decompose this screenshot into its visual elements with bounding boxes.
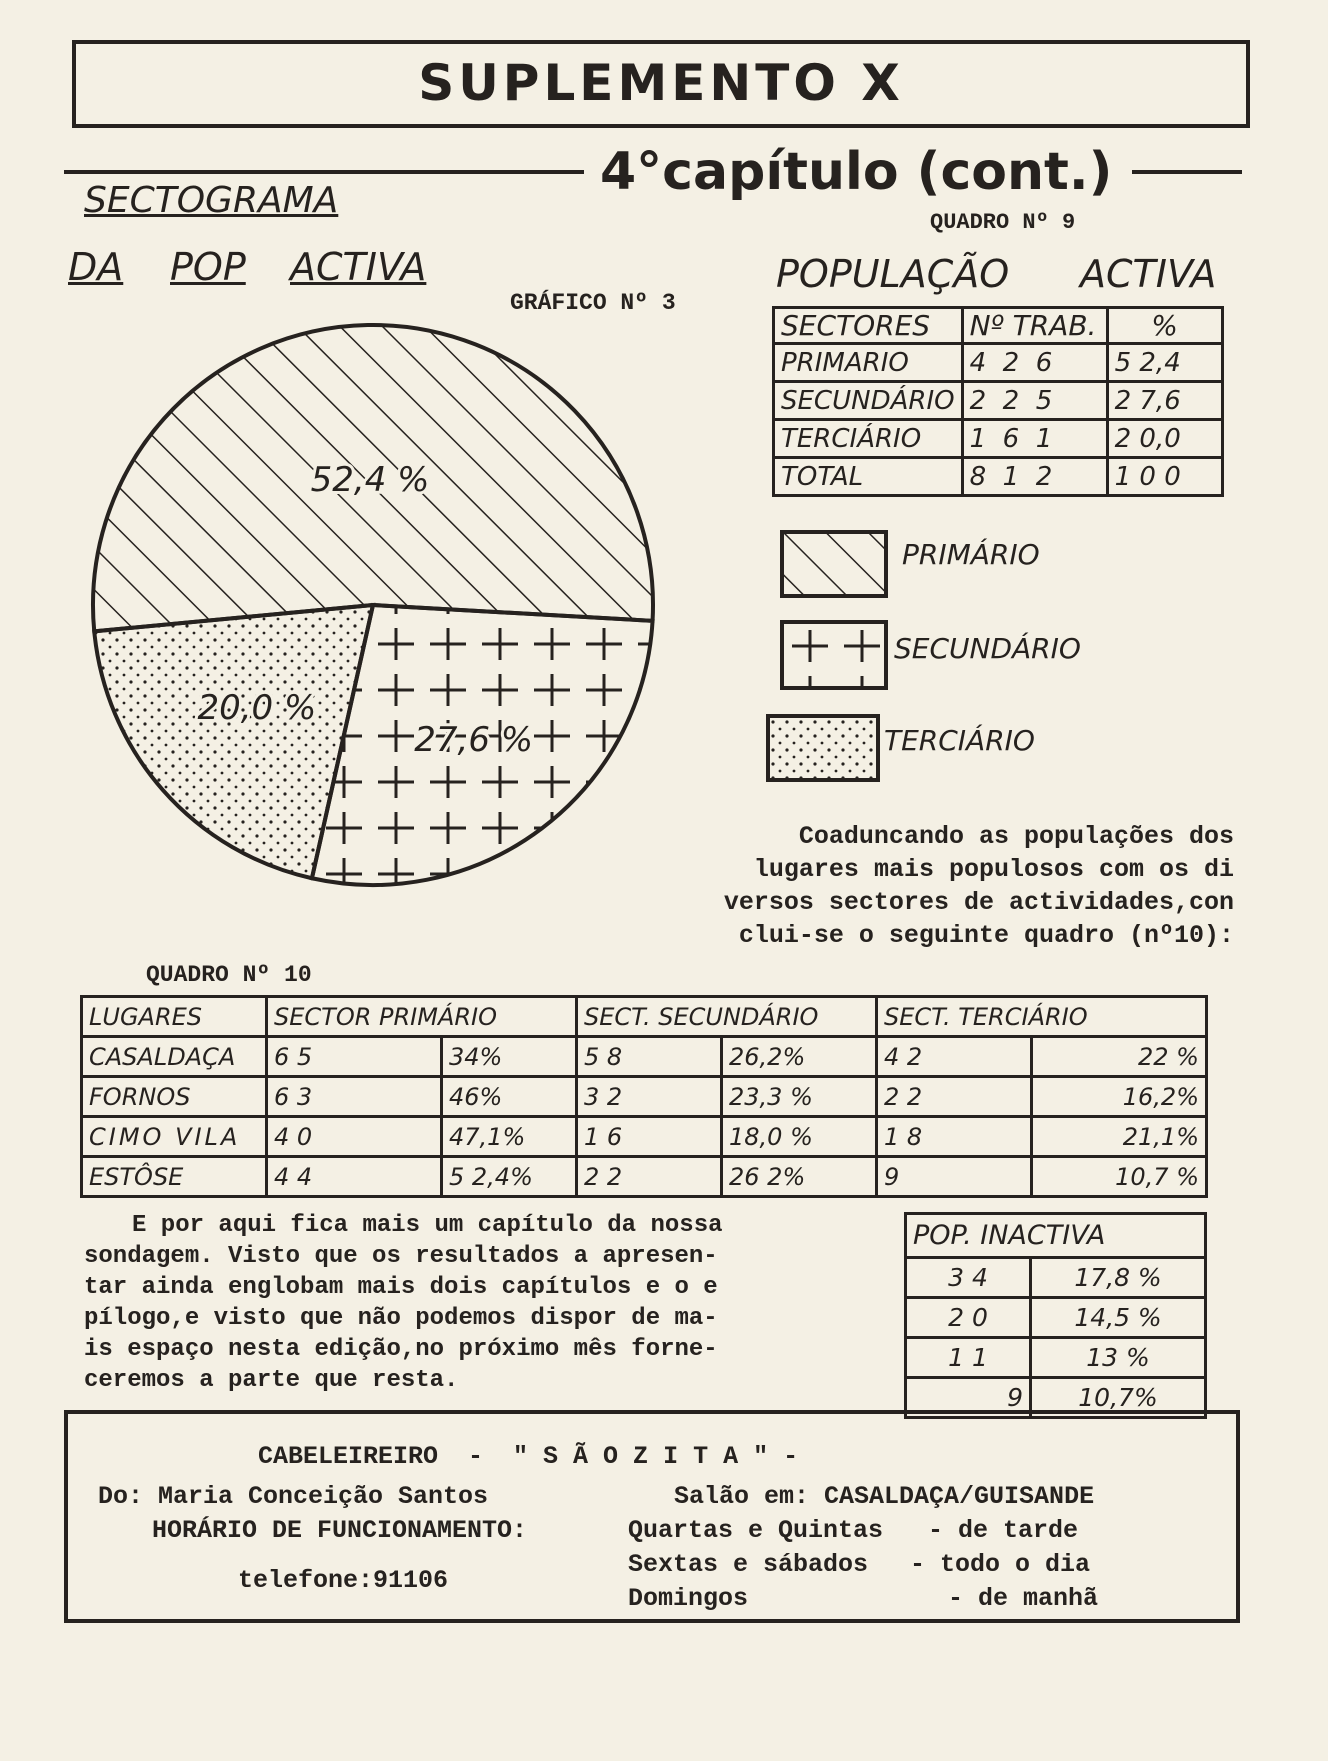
sectograma-title: SECTOGRAMA bbox=[84, 180, 339, 221]
text-line: Coaduncando as populações dos bbox=[798, 822, 1234, 851]
ad-sched-time: - de manhã bbox=[948, 1584, 1099, 1613]
ad-sched-day: Quartas e Quintas bbox=[628, 1516, 884, 1545]
table-cell: 4 2 bbox=[877, 1037, 1032, 1077]
text-line: ceremos a parte que resta. bbox=[84, 1367, 459, 1394]
text-line: versos sectores de actividades,con bbox=[723, 888, 1234, 917]
quadro9-label: QUADRO Nº 9 bbox=[930, 210, 1076, 235]
table-cell: 9 bbox=[906, 1378, 1031, 1418]
legend-label-primario: PRIMÁRIO bbox=[902, 538, 1040, 571]
table-cell: 13 % bbox=[1031, 1338, 1206, 1378]
table-row bbox=[82, 997, 1207, 1037]
table-cell: 46% bbox=[442, 1077, 577, 1117]
text-line: is espaço nesta edição,no próximo mês forne- bbox=[84, 1336, 718, 1363]
table-cell: 2 7,6 bbox=[1107, 382, 1222, 420]
table-cell: 5 8 bbox=[577, 1037, 722, 1077]
pie-slices bbox=[93, 325, 653, 885]
table-cell: 1 1 bbox=[906, 1338, 1031, 1378]
table-row bbox=[82, 1077, 1207, 1117]
table-cell: 17,8 % bbox=[1031, 1258, 1206, 1298]
table-cell: 16,2% bbox=[1032, 1077, 1207, 1117]
table-cell: 4 0 bbox=[267, 1117, 442, 1157]
inactiva-table bbox=[904, 1212, 1207, 1419]
ad-title: CABELEIREIRO - " S Ã O Z I T A " - bbox=[258, 1442, 799, 1471]
ad-sched-day: Sextas e sábados bbox=[628, 1550, 869, 1579]
header-box bbox=[72, 40, 1250, 128]
table-cell: ESTÔSE bbox=[82, 1157, 267, 1197]
table-cell: TOTAL bbox=[774, 458, 963, 496]
closing-paragraph bbox=[84, 1210, 884, 1396]
table-cell: 18,0 % bbox=[722, 1117, 877, 1157]
quadro9-title-populacao: POPULAÇÃO bbox=[776, 252, 1010, 296]
table-cell: 2 2 bbox=[877, 1077, 1032, 1117]
table-cell: 3 2 bbox=[577, 1077, 722, 1117]
quadro9-title-activa: ACTIVA bbox=[1080, 252, 1217, 296]
table-cell: 10,7 % bbox=[1032, 1157, 1207, 1197]
table-row bbox=[774, 308, 1223, 344]
table-cell: 2 0 bbox=[906, 1298, 1031, 1338]
rule-right bbox=[1132, 170, 1242, 174]
ad-phone: telefone:91106 bbox=[238, 1566, 449, 1595]
ad-box bbox=[64, 1410, 1240, 1623]
header-cell: SECTORES bbox=[774, 308, 963, 344]
text-line: E por aqui fica mais um capítulo da nossa bbox=[132, 1212, 723, 1239]
table-cell: FORNOS bbox=[82, 1077, 267, 1117]
table-row bbox=[774, 382, 1223, 420]
legend-swatch-primario bbox=[780, 530, 888, 598]
pie-label-primario: 52,4 % bbox=[310, 460, 430, 501]
quadro10-table bbox=[80, 995, 1208, 1198]
table-cell: 4 2 6 bbox=[962, 344, 1107, 382]
legend-swatch-secundario bbox=[780, 620, 888, 690]
supplement-title: SUPLEMENTO X bbox=[418, 54, 904, 112]
header-cell: % bbox=[1107, 308, 1222, 344]
table-cell: TERCIÁRIO bbox=[774, 420, 963, 458]
table-row bbox=[82, 1037, 1207, 1077]
table-cell: 21,1% bbox=[1032, 1117, 1207, 1157]
table-cell: 26,2% bbox=[722, 1037, 877, 1077]
pie-label-terciario: 20,0 % bbox=[197, 687, 317, 728]
ad-salao: Salão em: CASALDAÇA/GUISANDE bbox=[674, 1482, 1095, 1511]
text-line: pílogo,e visto que não podemos dispor de ma- bbox=[84, 1305, 718, 1332]
pie-label-secundario: 27,6 % bbox=[414, 720, 534, 761]
table-cell: 10,7% bbox=[1031, 1378, 1206, 1418]
grafico-label: GRÁFICO Nº 3 bbox=[510, 290, 676, 316]
table-cell: 9 bbox=[877, 1157, 1032, 1197]
legend-label-terciario: TERCIÁRIO bbox=[884, 724, 1035, 757]
ad-sched-time: - todo o dia bbox=[910, 1550, 1091, 1579]
table-cell: 47,1% bbox=[442, 1117, 577, 1157]
ad-sched-time: - de tarde bbox=[928, 1516, 1079, 1545]
text-line: sondagem. Visto que os resultados a apresen- bbox=[84, 1243, 718, 1270]
header-cell: SECTOR PRIMÁRIO bbox=[267, 997, 577, 1037]
header-cell: LUGARES bbox=[82, 997, 267, 1037]
sectograma-word-da: DA bbox=[68, 245, 124, 289]
table-row bbox=[774, 344, 1223, 382]
table-cell: 1 6 1 bbox=[962, 420, 1107, 458]
table-cell: CIMO VILA bbox=[82, 1117, 267, 1157]
sectograma-word-pop: POP bbox=[170, 245, 246, 289]
ad-owner: Do: Maria Conceição Santos bbox=[98, 1482, 489, 1511]
table-cell: 22 % bbox=[1032, 1037, 1207, 1077]
coaduncando-paragraph bbox=[584, 820, 1234, 952]
table-cell: SECUNDÁRIO bbox=[774, 382, 963, 420]
text-line: clui-se o seguinte quadro (nº10): bbox=[738, 921, 1234, 950]
table-cell: 6 3 bbox=[267, 1077, 442, 1117]
table-cell: 6 5 bbox=[267, 1037, 442, 1077]
header-cell: POP. INACTIVA bbox=[906, 1214, 1206, 1258]
table-cell: 1 0 0 bbox=[1107, 458, 1222, 496]
table-row bbox=[82, 1157, 1207, 1197]
table-cell: 2 2 5 bbox=[962, 382, 1107, 420]
table-cell: 34% bbox=[442, 1037, 577, 1077]
table-row bbox=[906, 1214, 1206, 1258]
table-row bbox=[82, 1117, 1207, 1157]
table-row bbox=[774, 458, 1223, 496]
rule-left bbox=[64, 170, 584, 174]
table-cell: 1 6 bbox=[577, 1117, 722, 1157]
header-cell: Nº TRAB. bbox=[962, 308, 1107, 344]
table-cell: CASALDAÇA bbox=[82, 1037, 267, 1077]
table-cell: 14,5 % bbox=[1031, 1298, 1206, 1338]
table-cell: 5 2,4 bbox=[1107, 344, 1222, 382]
table-cell: 3 4 bbox=[906, 1258, 1031, 1298]
table-cell: PRIMARIO bbox=[774, 344, 963, 382]
table-cell: 8 1 2 bbox=[962, 458, 1107, 496]
text-line: tar ainda englobam mais dois capítulos e o e bbox=[84, 1274, 718, 1301]
header-cell: SECT. TERCIÁRIO bbox=[877, 997, 1207, 1037]
chapter-title: 4°capítulo (cont.) bbox=[600, 142, 1113, 202]
table-row bbox=[906, 1298, 1206, 1338]
table-cell: 26 2% bbox=[722, 1157, 877, 1197]
table-cell: 23,3 % bbox=[722, 1077, 877, 1117]
quadro10-label: QUADRO Nº 10 bbox=[146, 962, 312, 988]
quadro9-table bbox=[772, 306, 1224, 497]
table-cell: 1 8 bbox=[877, 1117, 1032, 1157]
table-cell: 2 2 bbox=[577, 1157, 722, 1197]
ad-sched-day: Domingos bbox=[628, 1584, 749, 1613]
table-cell: 5 2,4% bbox=[442, 1157, 577, 1197]
text-line: lugares mais populosos com os di bbox=[753, 855, 1234, 884]
ad-horario-label: HORÁRIO DE FUNCIONAMENTO: bbox=[152, 1516, 528, 1545]
table-cell: 2 0,0 bbox=[1107, 420, 1222, 458]
legend-swatch-terciario bbox=[766, 714, 880, 782]
table-cell: 4 4 bbox=[267, 1157, 442, 1197]
header-cell: SECT. SECUNDÁRIO bbox=[577, 997, 877, 1037]
legend-label-secundario: SECUNDÁRIO bbox=[894, 632, 1081, 665]
table-row bbox=[774, 420, 1223, 458]
table-row bbox=[906, 1258, 1206, 1298]
sectograma-word-activa: ACTIVA bbox=[290, 245, 427, 289]
table-row bbox=[906, 1338, 1206, 1378]
